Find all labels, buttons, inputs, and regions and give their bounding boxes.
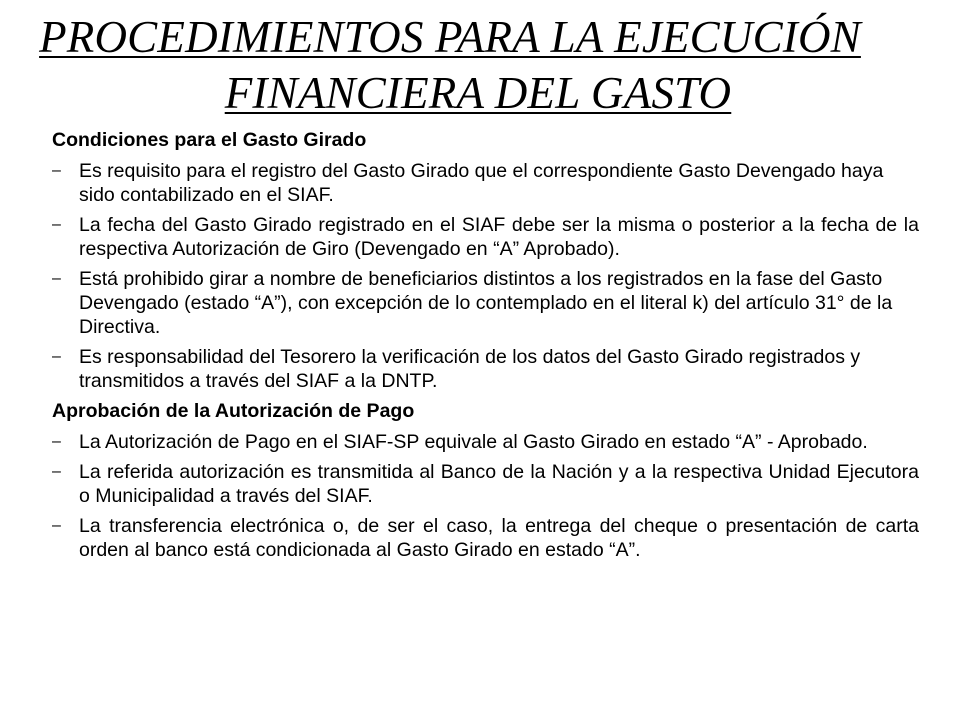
list-item-text: La referida autorización es transmitida al Banco de la Nación y a la respectiva Unidad Ejecutora o Municipalidad a través del SIAF.	[79, 461, 919, 507]
list-item	[52, 159, 919, 207]
title-line-2: FINANCIERA DEL GASTO	[224, 68, 732, 118]
title-line-1: PROCEDIMIENTOS PARA LA EJECUCIÓN	[39, 12, 861, 62]
section-heading: Aprobación de la Autorización de Pago	[52, 400, 415, 422]
list-item	[52, 345, 919, 393]
dash-bullet-icon: –	[52, 162, 61, 179]
dash-bullet-icon: –	[52, 433, 61, 450]
list-item	[52, 514, 919, 562]
list-item-text: Está prohibido girar a nombre de beneficiarios distintos a los registrados en la fase del Gasto Devengado (estado “A”), con excepción de lo contemplado en el literal k) del artículo 31° de la Directiva.	[79, 268, 893, 338]
list-item-text: La transferencia electrónica o, de ser el caso, la entrega del cheque o presentación de carta orden al banco está condicionada al Gasto Girado en estado “A”.	[79, 515, 919, 561]
list-item	[52, 213, 919, 261]
list-item	[52, 267, 919, 339]
list-item-text: Es requisito para el registro del Gasto Girado que el correspondiente Gasto Devengado haya sido contabilizado en el SIAF.	[79, 160, 884, 206]
dash-bullet-icon: –	[52, 216, 61, 233]
list-item-text: La Autorización de Pago en el SIAF-SP equivale al Gasto Girado en estado “A” - Aprobado.	[79, 431, 868, 453]
section-heading: Condiciones para el Gasto Girado	[52, 129, 367, 151]
dash-bullet-icon: –	[52, 463, 61, 480]
dash-bullet-icon: –	[52, 517, 61, 534]
content-body	[52, 128, 924, 568]
dash-bullet-icon: –	[52, 270, 61, 287]
list-item-text: La fecha del Gasto Girado registrado en el SIAF debe ser la misma o posterior a la fecha de la respectiva Autorización de Giro (Devengado en “A” Aprobado).	[79, 214, 919, 260]
list-item	[52, 430, 919, 454]
list-item-text: Es responsabilidad del Tesorero la verificación de los datos del Gasto Girado registrados y transmitidos a través del SIAF a la DNTP.	[79, 346, 861, 392]
dash-bullet-icon: –	[52, 348, 61, 365]
list-item	[52, 460, 919, 508]
